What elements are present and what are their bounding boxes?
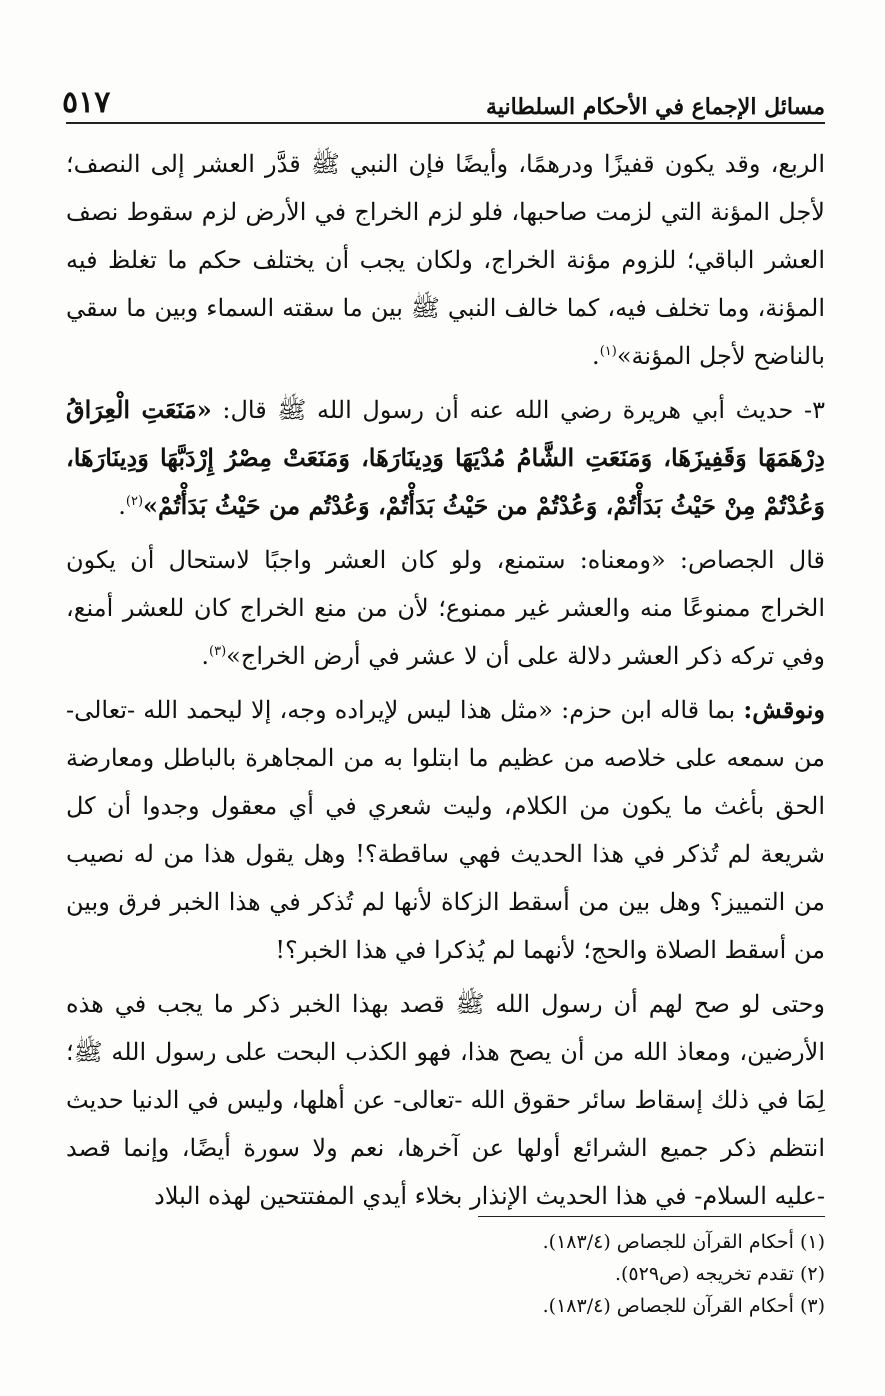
paragraph-5-text: وحتى لو صح لهم أن رسول الله ﷺ قصد بهذا الخبر ذكر ما يجب في هذه الأرضين، ومعاذ الله من أن يصح هذا، فهو الكذب البحت على رسول الله ﷺ؛ لِمَا في ذلك إسقاط سائر حقوق الله -تعالى- عن أهلها، وليس في الدنيا حديث انتظم ذكر جميع الشرائع أولها عن آخرها، نعم ولا سورة أيضًا، وإنما قصد -عليه السلام- في هذا الحديث الإنذار بخلاء أيدي المفتتحين لهذه البلاد <box>66 990 826 1210</box>
paragraph-3-text: قال الجصاص: «ومعناه: ستمنع، ولو كان العشر واجبًا لاستحال أن يكون الخراج ممنوعًا منه والعشر غير ممنوع؛ لأن من منع الخراج كان للعشر أمنع، وفي تركه ذكر العشر دلالة على أن لا عشر في أرض الخراج» <box>66 546 825 670</box>
footnotes <box>405 1226 825 1322</box>
paragraph-2-end: . <box>118 492 126 520</box>
footnote-ref-2[interactable]: (٢) <box>125 494 144 509</box>
paragraph-4-text: بما قاله ابن حزم: «مثل هذا ليس لإيراده وجه، إلا ليحمد الله -تعالى- من سمعه على خلاصه من عظيم ما ابتلوا به من المجاهرة بالباطل ومعارضة الحق بأغث ما يكون من الكلام، وليت شعري في أي معقول وجدوا أن كل شريعة لم تُذكر في هذا الحديث فهي ساقطة؟! وهل يقول هذا من له نصيب من التمييز؟ وهل بين من أسقط الزكاة لأنها لم تُذكر في هذا الخبر فرق وبين من أسقط الصلاة والحج؛ لأنهما لم يُذكرا في هذا الخبر؟! <box>66 696 826 964</box>
paragraph-3-end: . <box>201 642 209 670</box>
paragraph-1-text: الربع، وقد يكون قفيزًا ودرهمًا، وأيضًا فإن النبي ﷺ قدَّر العشر إلى النصف؛ لأجل المؤنة التي لزمت صاحبها، فلو لزم الخراج في الأرض لزم سقوط نصف العشر الباقي؛ للزوم مؤنة الخراج، ولكان يجب أن يختلف حكم ما تغلظ فيه المؤنة، وما تخلف فيه، كما خالف النبي ﷺ بين ما سقته السماء وبين ما سقي بالناضح لأجل المؤنة» <box>66 150 825 370</box>
running-title: مسائل الإجماع في الأحكام السلطانية <box>486 94 825 120</box>
paragraph-3 <box>66 536 825 680</box>
main-text <box>66 140 825 1226</box>
footnote-rule <box>478 1216 825 1217</box>
footnote-ref-1[interactable]: (١) <box>599 344 617 359</box>
footnote-ref-3[interactable]: (٣) <box>209 644 227 659</box>
paragraph-1-end: . <box>592 342 600 370</box>
paragraph-1 <box>66 140 825 380</box>
page-number: ٥١٧ <box>62 85 111 120</box>
footnote-1: (١) أحكام القرآن للجصاص (١٨٣/٤). <box>542 1231 825 1253</box>
paragraph-4 <box>66 686 825 974</box>
running-header <box>62 72 825 120</box>
header-rule <box>66 122 825 124</box>
hadith-text: «مَنَعَتِ الْعِرَاقُ دِرْهَمَهَا وَقَفِيزَهَا، وَمَنَعَتِ الشَّامُ مُدْيَهَا وَدِينَارَهَا، وَمَنَعَتْ مِصْرُ إِرْدَبَّهَا وَدِينَارَهَا، وَعُدْتُمْ مِنْ حَيْثُ بَدَأْتُمْ، وَعُدْتُمْ من حَيْثُ بَدَأْتُمْ، وَعُدْتُم من حَيْثُ بَدَأْتُمْ» <box>66 395 825 520</box>
objection-lead: ونوقش: <box>743 695 825 724</box>
footnote-2: (٢) تقدم تخريجه (ص٥٢٩). <box>614 1263 825 1285</box>
paragraph-2 <box>66 386 825 530</box>
hadith-intro: ٣- حديث أبي هريرة رضي الله عنه أن رسول الله ﷺ قال: <box>211 396 826 424</box>
footnote-3: (٣) أحكام القرآن للجصاص (١٨٣/٤). <box>542 1295 825 1317</box>
paragraph-5 <box>66 980 825 1220</box>
